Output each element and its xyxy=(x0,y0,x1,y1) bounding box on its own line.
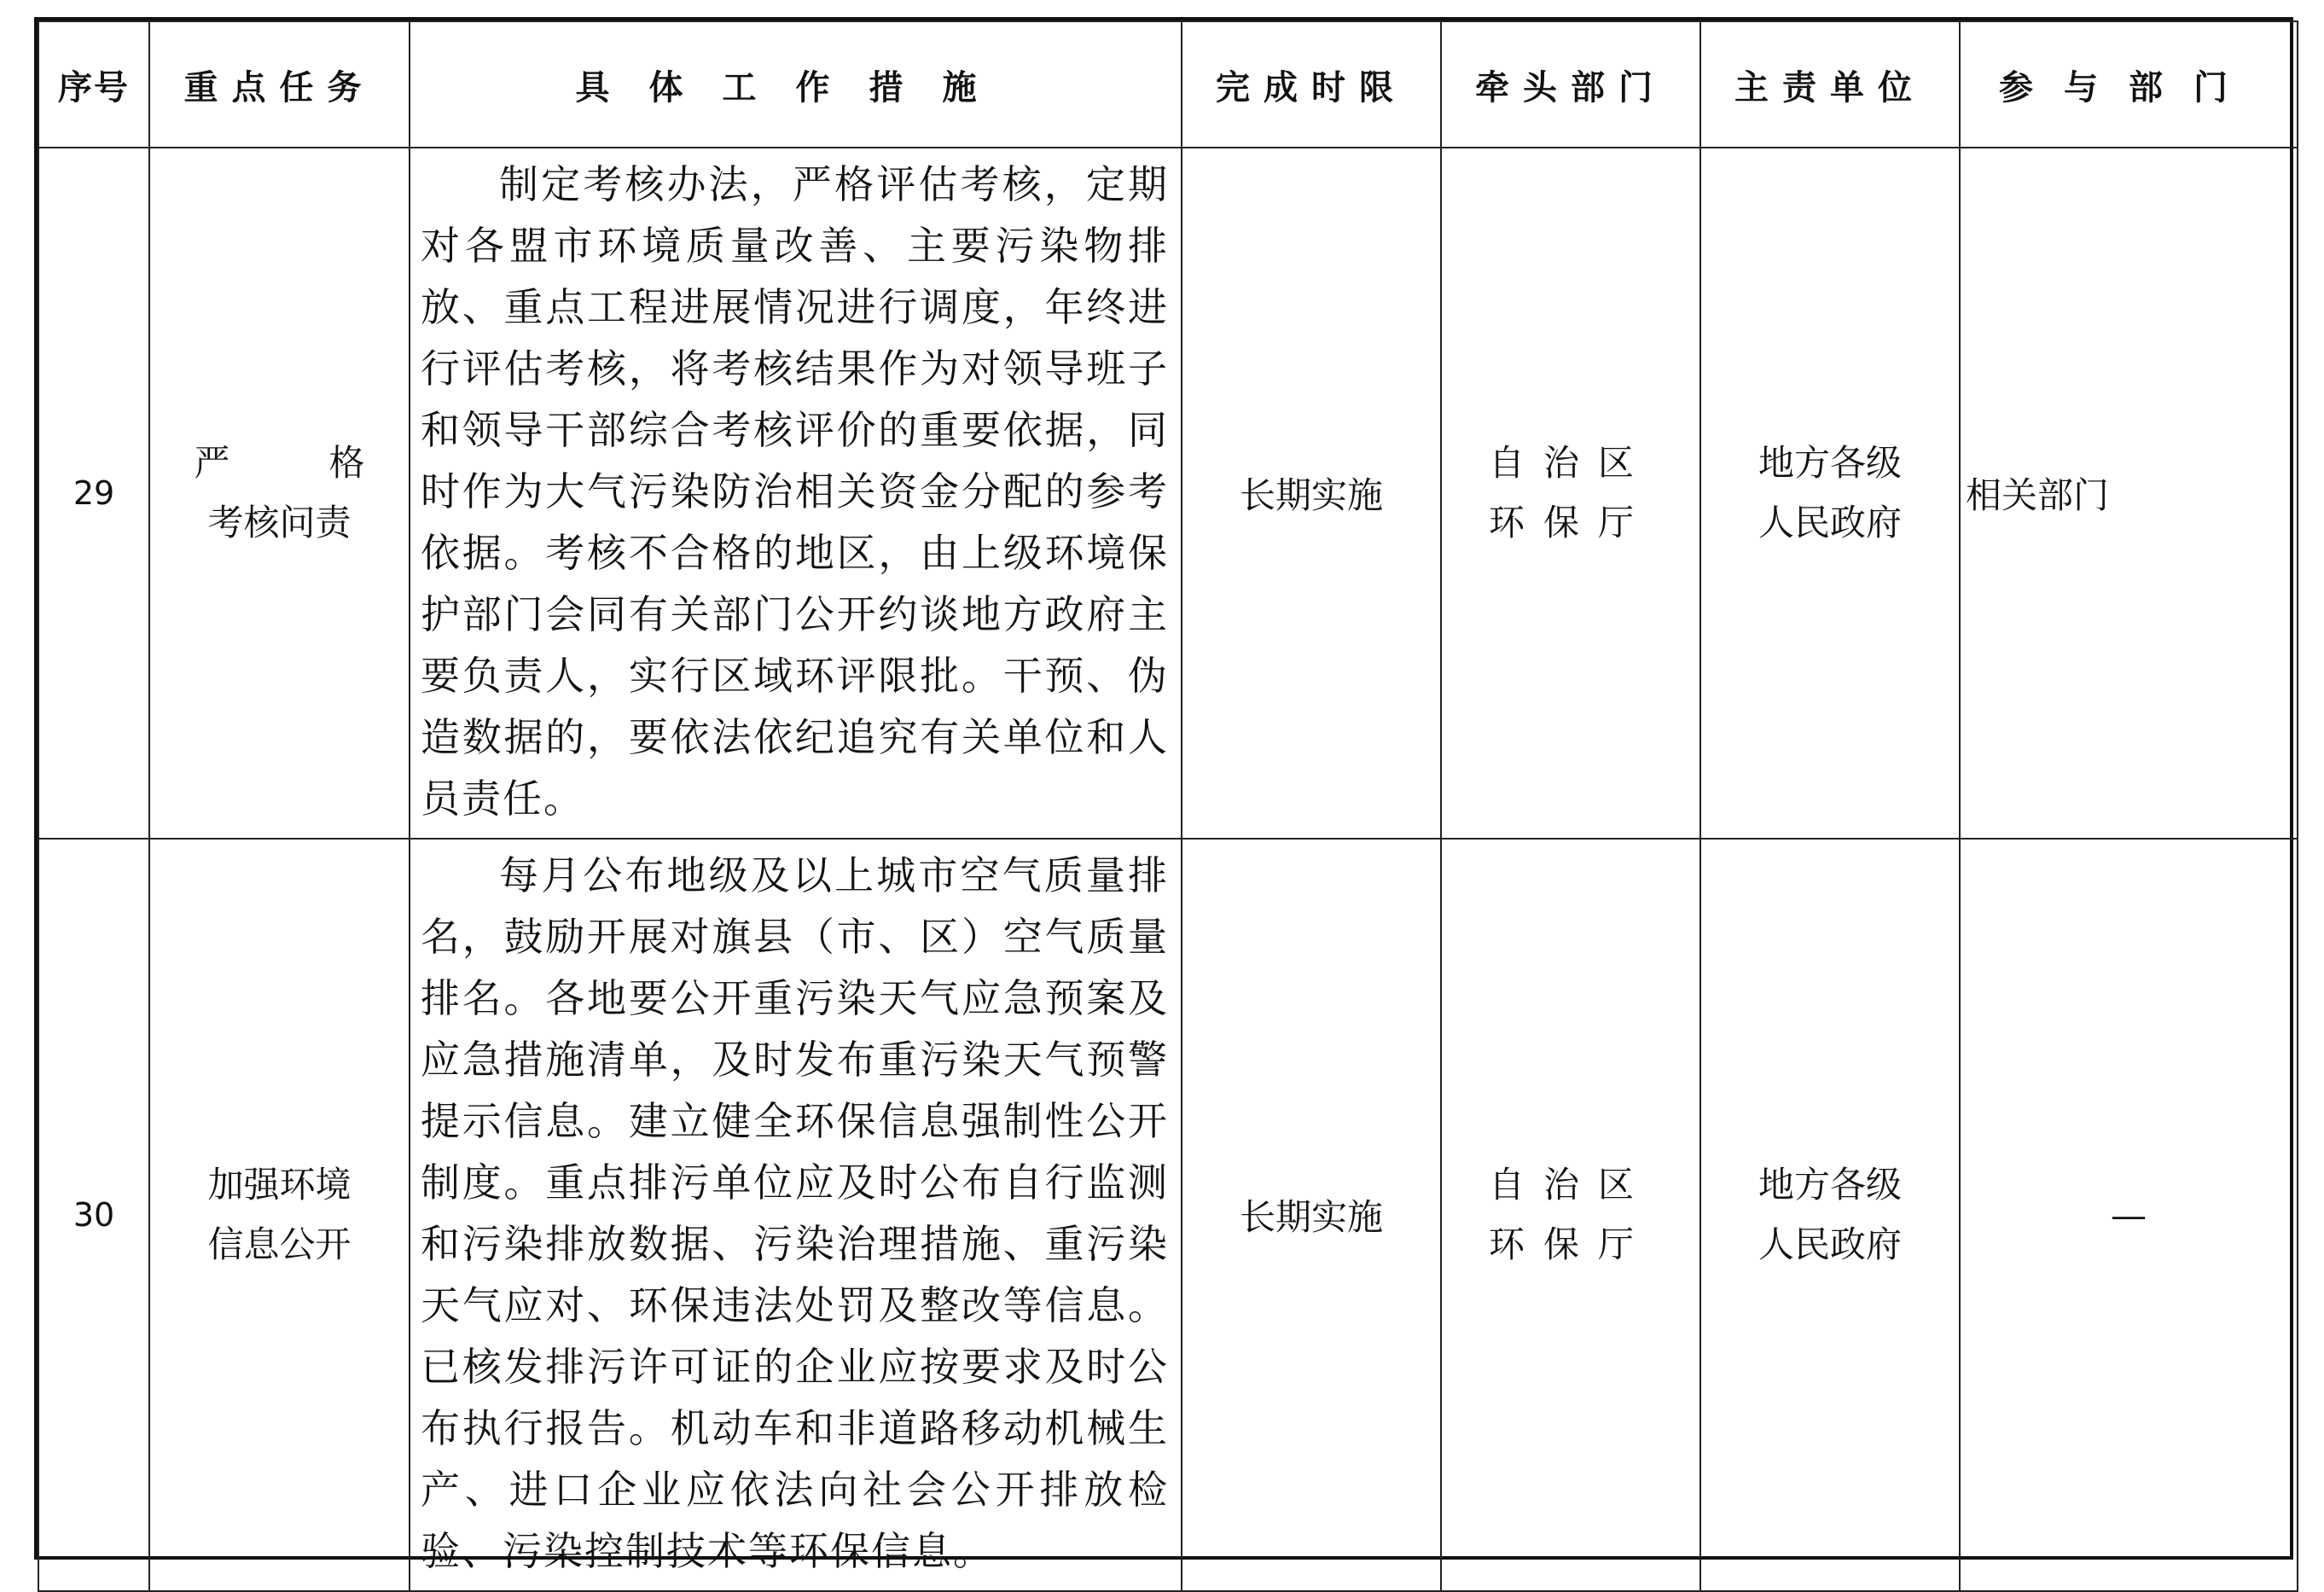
task-table xyxy=(38,20,2298,1592)
header-measures: 具体工作措施 xyxy=(410,21,1182,148)
row-responsible-line2: 人民政府 xyxy=(1758,502,1902,543)
row-lead xyxy=(1441,839,1700,1591)
row-participants: 相关部门 xyxy=(1960,148,2298,839)
row-lead-line2: 环保厅 xyxy=(1488,1223,1653,1265)
row-seq: 30 xyxy=(38,839,149,1591)
header-deadline: 完成时限 xyxy=(1182,21,1441,148)
row-measures: 制定考核办法，严格评估考核，定期对各盟市环境质量改善、主要污染物排放、重点工程进展情况进行调度，年终进行评估考核，将考核结果作为对领导班子和领导干部综合考核评价的重要依据，同时作为大气污染防治相关资金分配的参考依据。考核不合格的地区，由上级环境保护部门会同有关部门公开约谈地方政府主要负责人，实行区域环评限批。干预、伪造数据的，要依法依纪追究有关单位和人员责任。 xyxy=(410,148,1182,839)
header-lead: 牵头部门 xyxy=(1441,21,1700,148)
row-lead-line2: 环保厅 xyxy=(1488,502,1653,543)
row-participants: — xyxy=(1960,839,2298,1591)
header-participants: 参与部门 xyxy=(1960,21,2298,148)
row-task xyxy=(149,148,410,839)
header-task: 重点任务 xyxy=(149,21,410,148)
row-measures: 每月公布地级及以上城市空气质量排名，鼓励开展对旗县（市、区）空气质量排名。各地要公开重污染天气应急预案及应急措施清单，及时发布重污染天气预警提示信息。建立健全环保信息强制性公开制度。重点排污单位应及时公布自行监测和污染排放数据、污染治理措施、重污染天气应对、环保违法处罚及整改等信息。已核发排污许可证的企业应按要求及时公布执行报告。机动车和非道路移动机械生产、进口企业应依法向社会公开排放检验、污染控制技术等环保信息。 xyxy=(410,839,1182,1591)
table-row xyxy=(38,148,2298,839)
row-responsible-line2: 人民政府 xyxy=(1758,1223,1902,1265)
table-row xyxy=(38,839,2298,1591)
row-seq: 29 xyxy=(38,148,149,839)
row-lead-line1: 自治区 xyxy=(1488,442,1653,484)
row-task-line2: 考核问责 xyxy=(207,502,352,543)
header-seq: 序号 xyxy=(38,21,149,148)
row-task-line1: 加强环境 xyxy=(207,1164,352,1206)
row-deadline: 长期实施 xyxy=(1182,839,1441,1591)
row-responsible xyxy=(1700,839,1960,1591)
row-deadline: 长期实施 xyxy=(1182,148,1441,839)
row-task-line2: 信息公开 xyxy=(207,1223,352,1265)
row-responsible xyxy=(1700,148,1960,839)
header-responsible: 主责单位 xyxy=(1700,21,1960,148)
row-task xyxy=(149,839,410,1591)
row-responsible-line1: 地方各级 xyxy=(1758,442,1902,484)
row-responsible-line1: 地方各级 xyxy=(1758,1164,1902,1206)
task-table-frame xyxy=(34,17,2293,1574)
row-lead-line1: 自治区 xyxy=(1488,1164,1653,1206)
row-lead xyxy=(1441,148,1700,839)
header-row xyxy=(38,21,2298,148)
row-task-line1: 严格 xyxy=(194,442,365,484)
